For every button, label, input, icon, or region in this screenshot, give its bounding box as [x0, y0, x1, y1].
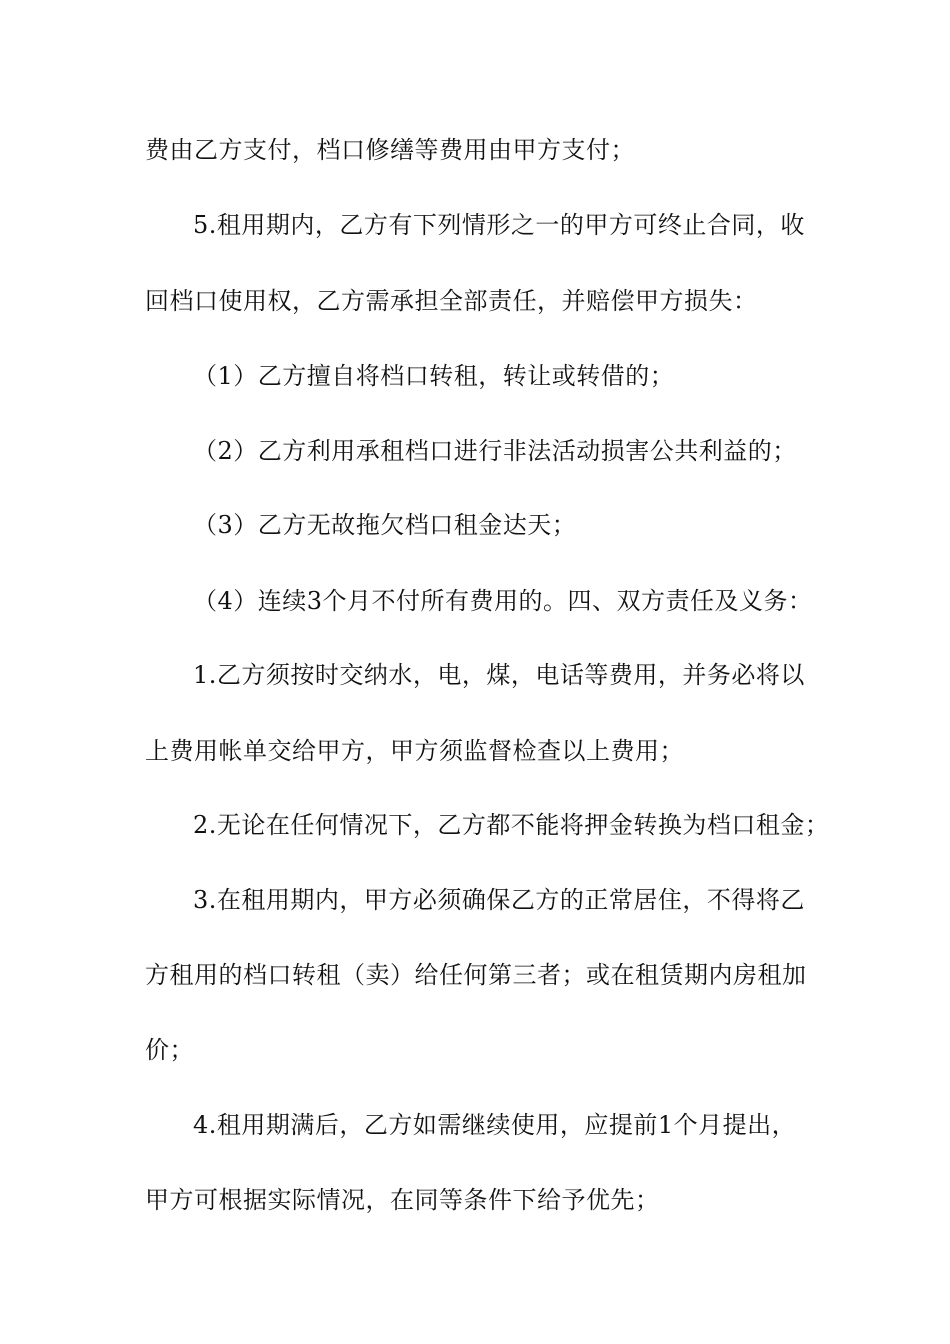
paragraph-line: 回档口使用权，乙方需承担全部责任，并赔偿甲方损失：	[145, 287, 758, 315]
list-item: （2）乙方利用承租档口进行非法活动损害公共利益的；	[193, 437, 797, 465]
paragraph-line: 1.乙方须按时交纳水，电，煤，电话等费用，并务必将以	[193, 661, 805, 689]
paragraph-line: 5.租用期内，乙方有下列情形之一的甲方可终止合同，收	[193, 211, 805, 239]
paragraph-line: 价；	[145, 1036, 194, 1064]
list-item: （1）乙方擅自将档口转租，转让或转借的；	[193, 362, 675, 390]
paragraph-line: 上费用帐单交给甲方，甲方须监督检查以上费用；	[145, 737, 684, 765]
paragraph-line: 甲方可根据实际情况，在同等条件下给予优先；	[145, 1186, 660, 1214]
paragraph-line: 3.在租用期内，甲方必须确保乙方的正常居住，不得将乙	[193, 886, 805, 914]
list-item: （3）乙方无故拖欠档口租金达天；	[193, 511, 577, 539]
paragraph-line: 4.租用期满后，乙方如需继续使用，应提前1个月提出，	[193, 1111, 797, 1139]
paragraph-line: 2.无论在任何情况下，乙方都不能将押金转换为档口租金；	[193, 811, 830, 839]
paragraph-line: 费由乙方支付，档口修缮等费用由甲方支付；	[145, 136, 635, 164]
paragraph-line: 方租用的档口转租（卖）给任何第三者；或在租赁期内房租加	[145, 961, 807, 989]
list-item: （4）连续3个月不付所有费用的。四、双方责任及义务：	[193, 587, 813, 615]
